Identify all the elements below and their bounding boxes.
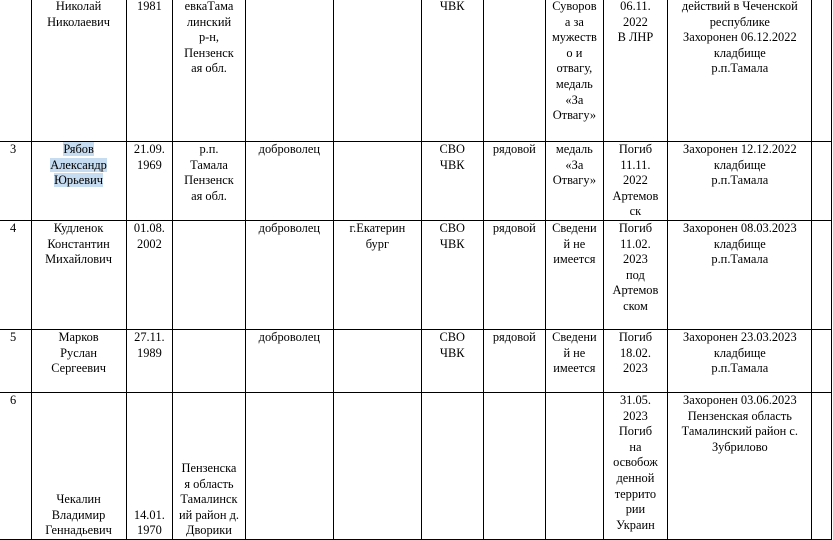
birth-date-cell xyxy=(126,392,173,539)
cell-text-line: ЧВК xyxy=(439,0,465,13)
burial-info-cell xyxy=(668,392,812,539)
service-status-cell: доброволец xyxy=(245,329,333,392)
cell-text-line: СВО xyxy=(439,220,465,235)
cell-text-line: Сергеевич xyxy=(51,361,106,376)
cell-text-line: Чекалин xyxy=(56,492,101,507)
service-status-cell xyxy=(245,0,333,142)
cell-text-line: 1989 xyxy=(137,345,162,360)
cell-text-line: 06.11. xyxy=(620,0,651,13)
table-row xyxy=(0,142,832,221)
cell-text-line: кладбище xyxy=(713,236,766,251)
cell-text-line: р-н, xyxy=(198,30,219,45)
cell-text-line: Отвагу» xyxy=(552,173,597,188)
table-row xyxy=(0,220,832,329)
cell-text-line: Пензенская область xyxy=(687,408,792,423)
cell-text-line: террито xyxy=(614,486,657,501)
edge-cell xyxy=(812,392,832,539)
burial-info-cell xyxy=(668,0,812,142)
award-cell xyxy=(546,220,604,329)
unit-cell xyxy=(421,142,483,221)
cell-text-line: Суворов xyxy=(552,0,597,13)
cell-text-line: СВО xyxy=(439,329,465,344)
table-row xyxy=(0,392,832,539)
cell-text-line xyxy=(34,142,124,158)
cell-text-line: 2023 xyxy=(623,252,648,267)
cell-text-line: ЧВК xyxy=(439,345,465,360)
cell-text-line: 1981 xyxy=(137,0,162,13)
rank-cell xyxy=(483,392,545,539)
cell-text-line: 2002 xyxy=(137,236,162,251)
cell-text-line: Захоронен 08.03.2023 xyxy=(683,220,797,235)
full-name-cell xyxy=(31,329,126,392)
cell-text-line: Кудленок xyxy=(53,220,104,235)
cell-text-line xyxy=(34,173,124,189)
cell-text-line: 2022 xyxy=(623,173,648,188)
cell-text-line: Константин xyxy=(47,236,110,251)
full-name-cell xyxy=(31,392,126,539)
cell-text-line: Пензенск xyxy=(184,173,234,188)
cell-text-line: Тамалинский район с. xyxy=(681,424,798,439)
cell-text-line: Украин xyxy=(616,517,655,532)
cell-text-line: Сведени xyxy=(552,329,597,344)
edge-cell xyxy=(812,0,832,142)
birth-place-cell xyxy=(173,329,246,392)
row-number-cell: 6 xyxy=(0,392,31,539)
cell-text-line: ЧВК xyxy=(439,236,465,251)
full-name-cell xyxy=(31,220,126,329)
cell-text-line: Зубрилово xyxy=(711,439,768,454)
cell-text-line: медаль xyxy=(555,76,593,91)
cell-text-line: Михайлович xyxy=(45,252,113,267)
unit-cell xyxy=(421,392,483,539)
rank-cell: рядовой xyxy=(483,142,545,221)
cell-text-line: й не xyxy=(563,236,586,251)
cell-text-line: Погиб xyxy=(618,220,653,235)
death-info-cell xyxy=(603,392,667,539)
cell-text-line: имеется xyxy=(553,252,596,267)
burial-info-cell xyxy=(668,142,812,221)
award-cell xyxy=(546,329,604,392)
cell-text-line: Сведени xyxy=(552,220,597,235)
row-number-cell: 4 xyxy=(0,220,31,329)
cell-text-line: Погиб xyxy=(618,424,653,439)
cell-text-line: 27.11. xyxy=(134,329,165,344)
cell-text-line: Тамалинск xyxy=(180,492,238,507)
cell-text-line: г.Екатерин xyxy=(349,220,406,235)
burial-info-cell xyxy=(668,220,812,329)
cell-text-line: 01.08. xyxy=(133,220,165,235)
cell-text-line: «За xyxy=(565,92,584,107)
origin-city-cell xyxy=(333,220,421,329)
cell-text-line: Захоронен 03.06.2023 xyxy=(683,392,797,407)
cell-text-line: 11.02. xyxy=(620,236,651,251)
cell-text-line: Отвагу» xyxy=(552,108,597,123)
cell-text-line: 2023 xyxy=(623,408,648,423)
origin-city-cell xyxy=(333,142,421,221)
cell-text-line: бург xyxy=(365,236,390,251)
cell-text-line: освобож xyxy=(613,455,658,470)
table-row xyxy=(0,329,832,392)
cell-text-line: ая обл. xyxy=(191,188,227,203)
cell-text-line: Захоронен 12.12.2022 xyxy=(683,142,797,156)
cell-text-line: 21.09. xyxy=(133,142,165,156)
cell-text-line: р.п.Тамала xyxy=(711,61,769,76)
cell-text-line: Геннадьевич xyxy=(45,523,112,538)
full-name-cell xyxy=(31,142,126,221)
death-info-cell xyxy=(603,220,667,329)
origin-city-cell xyxy=(333,0,421,142)
edge-cell xyxy=(812,142,832,221)
cell-text-line: о и xyxy=(566,45,583,60)
cell-text-line: 11.11. xyxy=(620,157,651,172)
full-name-cell xyxy=(31,0,126,142)
cell-text-line: имеется xyxy=(553,361,596,376)
cell-text-line: на xyxy=(629,439,642,454)
death-info-cell xyxy=(603,329,667,392)
cell-text-line: 1969 xyxy=(137,157,162,172)
row-number-cell: 5 xyxy=(0,329,31,392)
cell-text-line: под xyxy=(626,267,645,282)
row-number-cell xyxy=(0,0,31,142)
rank-cell: рядовой xyxy=(483,329,545,392)
cell-text-line: Дворики xyxy=(186,523,232,538)
birth-date-cell xyxy=(126,329,173,392)
cell-text-line: Марков xyxy=(58,329,99,344)
birth-place-cell xyxy=(173,220,246,329)
cell-text-line xyxy=(34,158,124,174)
death-info-cell xyxy=(603,0,667,142)
birth-date-cell xyxy=(126,220,173,329)
cell-text-line: Руслан xyxy=(60,345,98,360)
cell-text-line: СВО xyxy=(439,142,465,156)
cell-text-line: 2023 xyxy=(623,361,648,376)
cell-text-line: 1970 xyxy=(137,523,162,538)
burial-info-cell xyxy=(668,329,812,392)
selected-text-highlight[interactable]: Юрьевич xyxy=(54,173,103,188)
rank-cell xyxy=(483,0,545,142)
cell-text-line: ий район д. xyxy=(178,507,239,522)
unit-cell xyxy=(421,0,483,142)
cell-text-line: р.п.Тамала xyxy=(711,252,769,267)
cell-text-line: кладбище xyxy=(713,345,766,360)
cell-text-line: ском xyxy=(623,298,648,313)
selected-text-highlight[interactable]: Рябов xyxy=(63,142,94,156)
service-status-cell xyxy=(245,392,333,539)
cell-text-line: медаль xyxy=(555,142,593,156)
unit-cell xyxy=(421,220,483,329)
cell-text-line: а за xyxy=(564,14,584,29)
cell-text-line: Погиб xyxy=(618,142,653,156)
cell-text-line: ск xyxy=(629,204,642,219)
cell-text-line: кладбище xyxy=(713,45,766,60)
cell-text-line: Захоронен 23.03.2023 xyxy=(683,329,797,344)
cell-text-line: В ЛНР xyxy=(617,30,654,45)
cell-text-line: республике xyxy=(709,14,770,29)
cell-text-line: рии xyxy=(625,502,646,517)
death-info-cell xyxy=(603,142,667,221)
birth-place-cell xyxy=(173,0,246,142)
table-row xyxy=(0,0,832,142)
cell-text-line: 18.02. xyxy=(619,345,651,360)
unit-cell xyxy=(421,329,483,392)
cell-text-line: денной xyxy=(616,470,655,485)
cell-text-line: евкаТама xyxy=(184,0,234,13)
cell-text-line: 2022 xyxy=(623,14,648,29)
cell-text-line: р.п.Тамала xyxy=(711,361,769,376)
cell-text-line: й не xyxy=(563,345,586,360)
cell-text-line: я область xyxy=(184,476,234,491)
edge-cell xyxy=(812,220,832,329)
cell-text-line: действий в Чеченской xyxy=(681,0,798,13)
cell-text-line: «За xyxy=(565,157,584,172)
origin-city-cell xyxy=(333,329,421,392)
birth-date-cell xyxy=(126,0,173,142)
birth-place-cell xyxy=(173,392,246,539)
rank-cell: рядовой xyxy=(483,220,545,329)
cell-text-line: р.п.Тамала xyxy=(711,173,769,188)
award-cell xyxy=(546,392,604,539)
birth-place-cell xyxy=(173,142,246,221)
cell-text-line: кладбище xyxy=(713,157,766,172)
cell-text-line: Николай xyxy=(55,0,102,13)
award-cell xyxy=(546,0,604,142)
row-number-cell: 3 xyxy=(0,142,31,221)
cell-text-line: Пензенск xyxy=(184,45,234,60)
cell-text-line: ая обл. xyxy=(191,61,227,76)
cell-text-line: Тамала xyxy=(190,157,228,172)
cell-text-line: 14.01. xyxy=(133,507,165,522)
selected-text-highlight[interactable]: Александр xyxy=(50,157,107,172)
cell-text-line: Артемов xyxy=(612,188,659,203)
cell-text-line: р.п. xyxy=(199,142,219,156)
cell-text-line: Владимир xyxy=(51,507,106,522)
cell-text-line: 31.05. xyxy=(619,392,651,407)
cell-text-line: Пензенска xyxy=(181,461,237,475)
service-status-cell: доброволец xyxy=(245,220,333,329)
cell-text-line: Погиб xyxy=(618,329,653,344)
award-cell xyxy=(546,142,604,221)
cell-text-line: ЧВК xyxy=(439,157,465,172)
cell-text-line: Николаевич xyxy=(47,14,111,29)
cell-text-line: линский xyxy=(186,14,232,29)
origin-city-cell xyxy=(333,392,421,539)
cell-text-line: отвагу, xyxy=(556,61,593,76)
cell-text-line: Захоронен 06.12.2022 xyxy=(683,30,797,45)
service-status-cell: доброволец xyxy=(245,142,333,221)
birth-date-cell xyxy=(126,142,173,221)
cell-text-line: мужеств xyxy=(551,30,597,45)
edge-cell xyxy=(812,329,832,392)
cell-text-line: Артемов xyxy=(612,283,659,298)
